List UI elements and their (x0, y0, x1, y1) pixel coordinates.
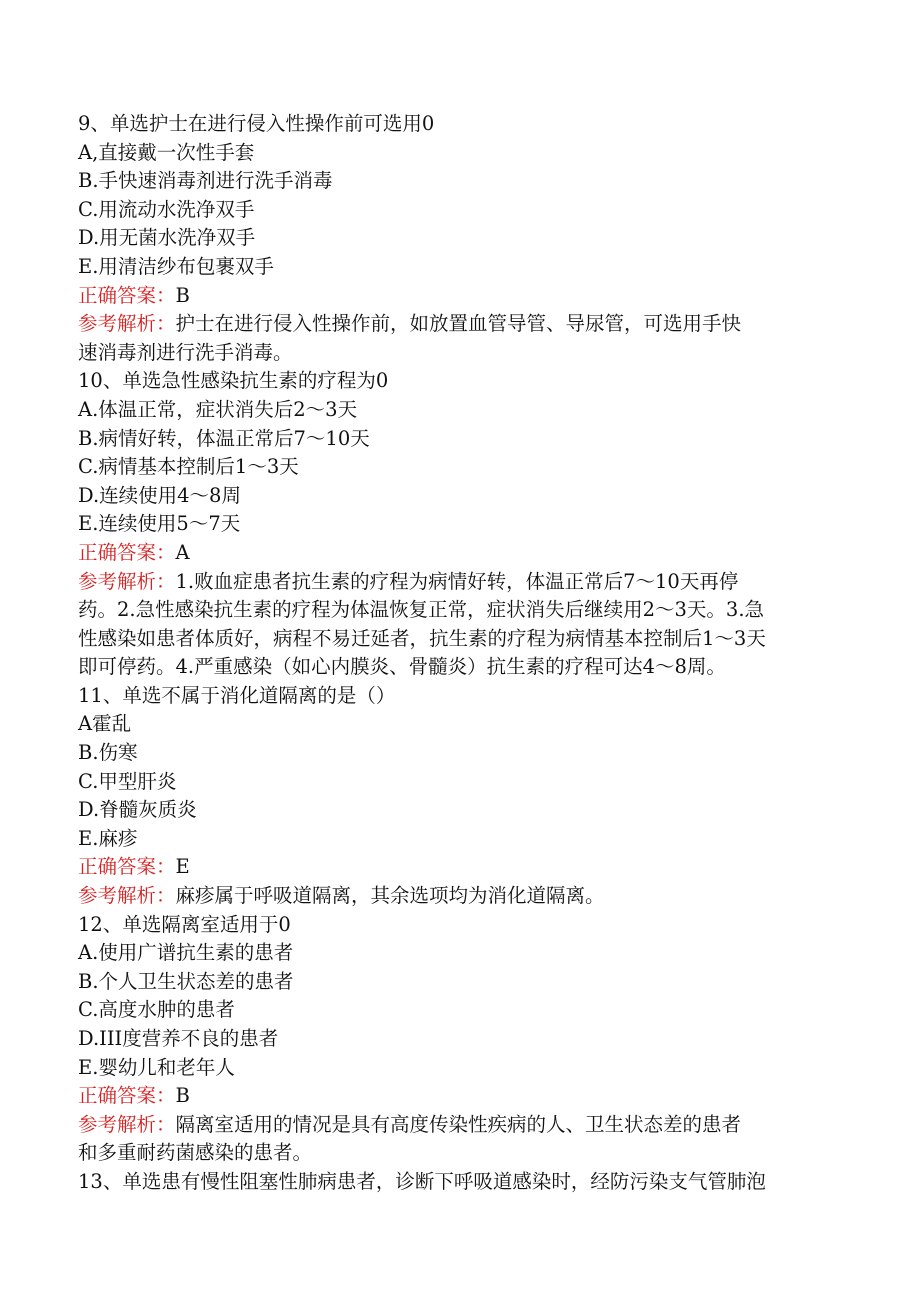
explanation-continuation: 速消毒剂进行洗手消毒。 (78, 340, 293, 364)
answer-line (78, 539, 838, 568)
answer-value: B (175, 1084, 190, 1108)
answer-label: 正确答案： (78, 540, 176, 564)
option-a: A,直接戴一次性手套 (78, 140, 255, 164)
answer-value: A (175, 540, 190, 564)
question-title: 9、单选护士在进行侵入性操作前可选用0 (78, 112, 435, 135)
question-title: 11、单选不属于消化道隔离的是（） (78, 683, 396, 707)
explanation-label: 参考解析： (78, 884, 176, 908)
answer-label: 正确答案： (78, 855, 176, 879)
answer-label: 正确答案： (78, 283, 176, 307)
explanation-line (78, 882, 838, 911)
explanation-line (78, 310, 838, 339)
document-page (78, 110, 838, 1197)
question-title: 12、单选隔离室适用于0 (78, 912, 291, 936)
explanation-label: 参考解析： (78, 569, 176, 593)
option-b: B.伤寒 (78, 741, 138, 765)
explanation-continuation: 药。2.急性感染抗生素的疗程为体温恢复正常，症状消失后继续用2～3天。3.急 (78, 598, 765, 622)
question-title: 13、单选患有慢性阻塞性肺病患者，诊断下呼吸道感染时，经防污染支气管肺泡 (78, 1169, 766, 1193)
explanation-text: 1.败血症患者抗生素的疗程为病情好转，体温正常后7～10天再停 (175, 569, 739, 593)
answer-value: E (175, 855, 190, 879)
explanation-label: 参考解析： (78, 312, 176, 336)
option-e: E.用清洁纱布包裹双手 (78, 254, 274, 278)
explanation-continuation: 即可停药。4.严重感染（如心内膜炎、骨髓炎）抗生素的疗程可达4～8周。 (78, 655, 726, 679)
answer-label: 正确答案： (78, 1084, 176, 1108)
option-d: D.用无菌水洗净双手 (78, 226, 256, 250)
explanation-text: 隔离室适用的情况是具有高度传染性疾病的人、卫生状态差的患者 (175, 1112, 742, 1136)
option-c: C.病情基本控制后1～3天 (78, 455, 299, 479)
explanation-line (78, 568, 838, 597)
explanation-label: 参考解析： (78, 1112, 176, 1136)
option-d: D.脊髓灰质炎 (78, 798, 197, 822)
option-a: A.体温正常，症状消失后2～3天 (78, 397, 358, 421)
option-a: A霍乱 (78, 712, 132, 736)
option-d: D.III度营养不良的患者 (78, 1027, 279, 1050)
answer-value: B (175, 283, 190, 307)
option-a: A.使用广谱抗生素的患者 (78, 941, 294, 965)
option-b: B.个人卫生状态差的患者 (78, 969, 294, 993)
option-c: C.用流动水洗净双手 (78, 197, 255, 221)
explanation-continuation: 和多重耐药菌感染的患者。 (78, 1141, 313, 1165)
option-e: E.麻疹 (78, 826, 138, 850)
option-b: B.病情好转，体温正常后7～10天 (78, 426, 370, 450)
option-d: D.连续使用4～8周 (78, 483, 241, 507)
question-title: 10、单选急性感染抗生素的疗程为0 (78, 369, 389, 393)
answer-line (78, 282, 838, 311)
option-e: E.婴幼儿和老年人 (78, 1055, 235, 1079)
explanation-continuation: 性感染如患者体质好，病程不易迁延者，抗生素的疗程为病情基本控制后1～3天 (78, 626, 766, 650)
explanation-text: 护士在进行侵入性操作前，如放置血管导管、导尿管，可选用手快 (175, 312, 742, 336)
explanation-line (78, 1111, 838, 1140)
option-c: C.甲型肝炎 (78, 769, 177, 793)
answer-line (78, 1082, 838, 1111)
option-e: E.连续使用5～7天 (78, 512, 241, 536)
option-c: C.高度水肿的患者 (78, 998, 235, 1022)
answer-line (78, 853, 838, 882)
explanation-text: 麻疹属于呼吸道隔离，其余选项均为消化道隔离。 (175, 884, 605, 908)
option-b: B.手快速消毒剂进行洗手消毒 (78, 169, 333, 193)
